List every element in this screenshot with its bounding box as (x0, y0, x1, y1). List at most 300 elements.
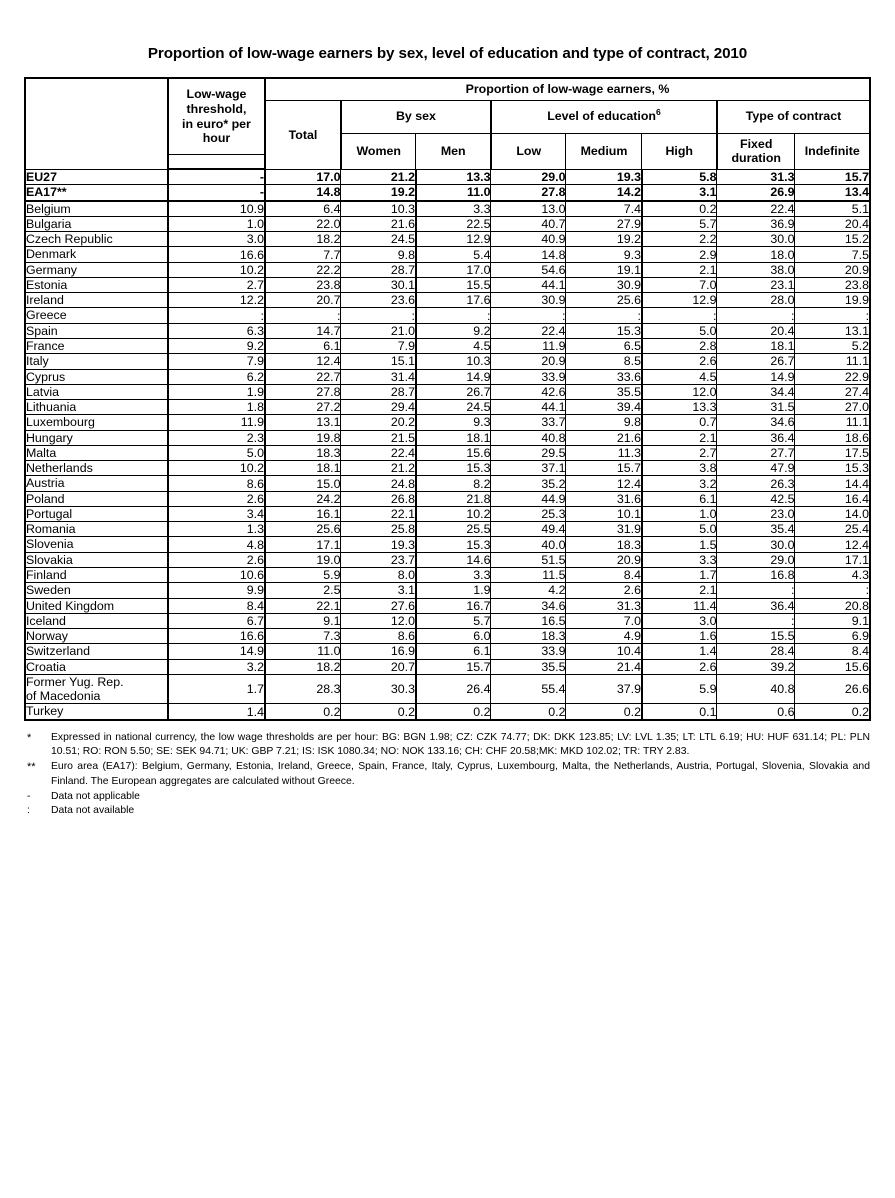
row-country-label: Malta (25, 445, 168, 460)
table-cell: 11.0 (416, 185, 491, 201)
table-row (25, 445, 870, 460)
table-cell: 6.4 (265, 201, 341, 217)
header-threshold-line2: threshold, (186, 102, 247, 117)
table-cell: 12.9 (416, 232, 491, 247)
table-cell: 25.3 (491, 506, 566, 521)
table-cell: : (717, 308, 795, 323)
table-cell: 7.9 (168, 354, 265, 369)
table-cell: 3.0 (642, 613, 717, 628)
table-cell: 20.7 (265, 293, 341, 308)
table-cell: 1.4 (168, 704, 265, 720)
table-cell: 8.6 (168, 476, 265, 491)
table-row (25, 185, 870, 201)
table-row (25, 293, 870, 308)
row-country-label: EA17** (25, 185, 168, 201)
table-cell: 3.3 (416, 201, 491, 217)
table-cell: 6.2 (168, 369, 265, 384)
table-cell: 29.0 (491, 169, 566, 185)
table-cell: 14.9 (416, 369, 491, 384)
table-cell: 19.9 (795, 293, 870, 308)
table-cell: 54.6 (491, 262, 566, 277)
table-cell: 37.1 (491, 461, 566, 476)
table-cell: 11.1 (795, 415, 870, 430)
table-cell: 6.1 (265, 339, 341, 354)
table-cell: 26.4 (416, 674, 491, 704)
table-cell: 36.4 (717, 430, 795, 445)
table-cell: 40.0 (491, 537, 566, 552)
table-cell: 18.2 (265, 232, 341, 247)
table-row (25, 369, 870, 384)
table-cell: 1.4 (642, 644, 717, 659)
table-cell: 19.3 (566, 169, 642, 185)
table-cell: 0.2 (265, 704, 341, 720)
table-cell: 27.8 (265, 384, 341, 399)
table-row (25, 430, 870, 445)
table-row (25, 400, 870, 415)
table-cell: 15.6 (795, 659, 870, 674)
table-cell: 5.7 (416, 613, 491, 628)
table-cell: 15.3 (795, 461, 870, 476)
table-cell: 3.2 (168, 659, 265, 674)
table-cell: 9.2 (168, 339, 265, 354)
table-cell: 39.2 (717, 659, 795, 674)
table-cell: - (168, 185, 265, 201)
table-cell: 44.9 (491, 491, 566, 506)
table-cell: 25.6 (265, 522, 341, 537)
row-country-label: Italy (25, 354, 168, 369)
table-row (25, 704, 870, 720)
table-cell: 26.7 (416, 384, 491, 399)
row-country-label: Netherlands (25, 461, 168, 476)
row-country-label: Lithuania (25, 400, 168, 415)
table-cell: 31.5 (717, 400, 795, 415)
table-cell: 55.4 (491, 674, 566, 704)
table-cell: 33.7 (491, 415, 566, 430)
row-country-label: Czech Republic (25, 232, 168, 247)
table-cell: 0.7 (642, 415, 717, 430)
table-cell: 0.1 (642, 704, 717, 720)
table-cell: 9.2 (416, 323, 491, 338)
table-cell: 23.1 (717, 277, 795, 292)
table-cell: 0.6 (717, 704, 795, 720)
table-cell: 2.2 (642, 232, 717, 247)
header-corner (25, 78, 168, 169)
table-cell: 11.4 (642, 598, 717, 613)
table-row (25, 461, 870, 476)
table-cell: 20.4 (795, 216, 870, 231)
table-cell: 21.0 (341, 323, 416, 338)
low-wage-earners-table (24, 77, 871, 720)
header-threshold-line1: Low-wage (186, 87, 247, 102)
table-cell: : (717, 613, 795, 628)
table-cell: 25.4 (795, 522, 870, 537)
row-country-label: Slovakia (25, 552, 168, 567)
table-cell: : (795, 308, 870, 323)
table-cell: 1.7 (168, 674, 265, 704)
table-cell: 18.1 (265, 461, 341, 476)
table-cell: 22.1 (265, 598, 341, 613)
table-cell: 33.9 (491, 644, 566, 659)
table-cell: 5.0 (642, 522, 717, 537)
table-row (25, 552, 870, 567)
table-cell: 3.1 (341, 583, 416, 598)
table-cell: : (491, 308, 566, 323)
table-cell: 28.4 (717, 644, 795, 659)
table-cell: 5.9 (642, 674, 717, 704)
table-row (25, 522, 870, 537)
row-country-label: United Kingdom (25, 598, 168, 613)
table-cell: 35.2 (491, 476, 566, 491)
table-cell: 15.5 (717, 629, 795, 644)
table-cell: 14.8 (491, 247, 566, 262)
table-cell: 7.9 (341, 339, 416, 354)
table-cell: 10.2 (168, 461, 265, 476)
table-cell: 10.6 (168, 568, 265, 583)
table-cell: 19.1 (566, 262, 642, 277)
footnote-text: Euro area (EA17): Belgium, Germany, Estonia, Ireland, Greece, Spain, France, Italy, Cyprus, Luxembourg, Malta, the Netherlands, Austria, Portugal, Slovenia, Slovakia and Finland. The European aggregates are calculated without Greece. (51, 761, 870, 787)
table-cell: 12.4 (566, 476, 642, 491)
table-cell: 0.2 (491, 704, 566, 720)
table-cell: 4.5 (416, 339, 491, 354)
header-level-of-education-label: Level of education (547, 109, 656, 124)
table-cell: 17.6 (416, 293, 491, 308)
table-row (25, 384, 870, 399)
table-cell: 9.3 (566, 247, 642, 262)
table-cell: 8.4 (168, 598, 265, 613)
table-cell: 5.0 (642, 323, 717, 338)
table-cell: 17.0 (416, 262, 491, 277)
table-cell: 49.4 (491, 522, 566, 537)
table-cell: 18.6 (795, 430, 870, 445)
footnote-text: Expressed in national currency, the low wage thresholds are per hour: BG: BGN 1.98; CZ: CZK 74.77; DK: DKK 123.85; LV: LVL 1.35; LT: LTL 6.19; HU: HUF 631.14; PL: PLN 10.51; RO: RON 5.50; SE: SEK 94.71; UK: GBP 7.21; IS: ISK 1080.34; NO: NOK 133.16; CH: CHF 20.58;MK: MKD 102.02; TR: TRY 2.83. (51, 731, 870, 758)
table-cell: 21.2 (341, 169, 416, 185)
row-country-label: Germany (25, 262, 168, 277)
row-country-label: Portugal (25, 506, 168, 521)
table-cell: 19.0 (265, 552, 341, 567)
table-cell: 15.5 (416, 277, 491, 292)
row-country-label: Austria (25, 476, 168, 491)
table-cell: 14.0 (795, 506, 870, 521)
table-cell: 30.9 (491, 293, 566, 308)
table-cell: 22.2 (265, 262, 341, 277)
table-cell: 7.0 (566, 613, 642, 628)
table-cell: : (416, 308, 491, 323)
table-cell: 4.3 (795, 568, 870, 583)
row-country-label: Sweden (25, 583, 168, 598)
table-cell: 26.8 (341, 491, 416, 506)
table-cell: 6.7 (168, 613, 265, 628)
table-cell: 15.3 (566, 323, 642, 338)
table-cell: 10.4 (566, 644, 642, 659)
table-cell: 11.9 (491, 339, 566, 354)
row-country-label: Latvia (25, 384, 168, 399)
header-level-of-education (491, 100, 717, 133)
table-cell: 0.2 (795, 704, 870, 720)
table-cell: 15.6 (416, 445, 491, 460)
table-cell: 0.2 (341, 704, 416, 720)
table-cell: 1.0 (168, 216, 265, 231)
table-cell: 10.3 (341, 201, 416, 217)
table-cell: 16.7 (416, 598, 491, 613)
table-cell: 34.4 (717, 384, 795, 399)
table-cell: 31.6 (566, 491, 642, 506)
table-cell: 27.0 (795, 400, 870, 415)
table-cell: 12.0 (341, 613, 416, 628)
table-cell: 30.9 (566, 277, 642, 292)
table-cell: 2.9 (642, 247, 717, 262)
table-cell: 17.5 (795, 445, 870, 460)
table-cell: 9.9 (168, 583, 265, 598)
table-row (25, 506, 870, 521)
table-cell: 5.0 (168, 445, 265, 460)
row-country-label: France (25, 339, 168, 354)
header-women: Women (341, 133, 416, 169)
table-cell: 18.3 (491, 629, 566, 644)
table-cell: 0.2 (416, 704, 491, 720)
table-cell: 22.4 (491, 323, 566, 338)
table-cell: 13.1 (265, 415, 341, 430)
row-country-label: Estonia (25, 277, 168, 292)
table-cell: 2.8 (642, 339, 717, 354)
table-cell: 11.0 (265, 644, 341, 659)
table-cell: 6.0 (416, 629, 491, 644)
table-cell: 3.2 (642, 476, 717, 491)
table-cell: 10.9 (168, 201, 265, 217)
table-cell: 12.9 (642, 293, 717, 308)
header-low: Low (491, 133, 566, 169)
table-cell: 20.8 (795, 598, 870, 613)
table-cell: 17.1 (795, 552, 870, 567)
table-cell: 37.9 (566, 674, 642, 704)
table-cell: : (717, 583, 795, 598)
table-cell: 2.7 (642, 445, 717, 460)
footnote (25, 760, 870, 790)
header-medium: Medium (566, 133, 642, 169)
table-cell: 22.5 (416, 216, 491, 231)
table-cell: 7.3 (265, 629, 341, 644)
table-cell: 27.6 (341, 598, 416, 613)
table-cell: 12.0 (642, 384, 717, 399)
table-cell: 2.1 (642, 430, 717, 445)
table-cell: 5.1 (795, 201, 870, 217)
header-fixed-duration (717, 133, 795, 169)
table-cell: 40.7 (491, 216, 566, 231)
table-cell: 1.6 (642, 629, 717, 644)
header-threshold-line4: hour (202, 131, 231, 146)
table-row (25, 674, 870, 704)
table-cell: 2.6 (566, 583, 642, 598)
table-cell: 1.5 (642, 537, 717, 552)
table-cell: 15.0 (265, 476, 341, 491)
table-cell: 21.6 (341, 216, 416, 231)
table-cell: 19.8 (265, 430, 341, 445)
table-cell: 15.1 (341, 354, 416, 369)
table-cell: 13.1 (795, 323, 870, 338)
table-cell: 16.9 (341, 644, 416, 659)
table-row (25, 415, 870, 430)
table-cell: 15.2 (795, 232, 870, 247)
table-cell: 20.9 (491, 354, 566, 369)
table-cell: 2.7 (168, 277, 265, 292)
table-cell: 25.5 (416, 522, 491, 537)
table-cell: 2.1 (642, 583, 717, 598)
row-country-label: Former Yug. Rep. of Macedonia (25, 674, 168, 704)
table-cell: 9.8 (566, 415, 642, 430)
table-cell: 35.4 (717, 522, 795, 537)
footnote-text: Data not available (51, 805, 135, 817)
row-country-label: Switzerland (25, 644, 168, 659)
table-cell: 21.8 (416, 491, 491, 506)
table-cell: 22.9 (795, 369, 870, 384)
table-cell: 27.7 (717, 445, 795, 460)
table-cell: 12.4 (795, 537, 870, 552)
table-cell: 12.4 (265, 354, 341, 369)
table-row (25, 659, 870, 674)
table-cell: 16.6 (168, 247, 265, 262)
table-cell: 9.1 (265, 613, 341, 628)
table-row (25, 537, 870, 552)
table-cell: 5.9 (265, 568, 341, 583)
table-row (25, 277, 870, 292)
table-cell: 31.4 (341, 369, 416, 384)
table-cell: 9.3 (416, 415, 491, 430)
table-cell: 22.4 (341, 445, 416, 460)
table-cell: 3.3 (642, 552, 717, 567)
table-cell: 15.3 (416, 537, 491, 552)
table-cell: 30.0 (717, 537, 795, 552)
header-fixed-duration-line1: Fixed (740, 136, 773, 151)
table-cell: 2.6 (642, 354, 717, 369)
table-cell: 0.2 (642, 201, 717, 217)
table-cell: 19.2 (341, 185, 416, 201)
row-country-label: Hungary (25, 430, 168, 445)
footnote (25, 804, 870, 819)
row-country-label: EU27 (25, 169, 168, 185)
table-cell: 22.7 (265, 369, 341, 384)
table-cell: 5.7 (642, 216, 717, 231)
table-cell: 18.1 (717, 339, 795, 354)
table-cell: 44.1 (491, 277, 566, 292)
table-cell: 0.2 (566, 704, 642, 720)
table-cell: 7.0 (642, 277, 717, 292)
table-cell: 10.1 (566, 506, 642, 521)
row-country-label: Norway (25, 629, 168, 644)
table-cell: 8.4 (795, 644, 870, 659)
table-cell: 22.0 (265, 216, 341, 231)
table-cell: 23.0 (717, 506, 795, 521)
table-row (25, 354, 870, 369)
table-cell: 24.5 (416, 400, 491, 415)
row-country-label: Spain (25, 323, 168, 338)
table-cell: 5.2 (795, 339, 870, 354)
table-cell: 4.2 (491, 583, 566, 598)
row-country-label: Poland (25, 491, 168, 506)
table-cell: 9.1 (795, 613, 870, 628)
footnote-marker: : (27, 805, 30, 817)
table-row (25, 583, 870, 598)
table-cell: 14.9 (717, 369, 795, 384)
table-cell: 1.9 (168, 384, 265, 399)
table-row (25, 568, 870, 583)
table-cell: 42.6 (491, 384, 566, 399)
header-high: High (642, 133, 717, 169)
table-row (25, 491, 870, 506)
table-row (25, 644, 870, 659)
table-cell: 8.2 (416, 476, 491, 491)
table-cell: 30.1 (341, 277, 416, 292)
table-cell: 27.4 (795, 384, 870, 399)
table-cell: 23.6 (341, 293, 416, 308)
table-cell: 6.1 (642, 491, 717, 506)
table-cell: 35.5 (566, 384, 642, 399)
table-cell: 20.4 (717, 323, 795, 338)
row-country-label: Denmark (25, 247, 168, 262)
header-total: Total (265, 100, 341, 169)
table-cell: 27.8 (491, 185, 566, 201)
table-cell: 42.5 (717, 491, 795, 506)
footnotes (25, 731, 870, 820)
table-cell: 27.2 (265, 400, 341, 415)
table-cell: 16.5 (491, 613, 566, 628)
table-row (25, 339, 870, 354)
table-cell: 31.3 (717, 169, 795, 185)
table-row (25, 201, 870, 217)
table-cell: 2.6 (168, 491, 265, 506)
table-cell: 16.1 (265, 506, 341, 521)
table-row (25, 232, 870, 247)
table-cell: 16.6 (168, 629, 265, 644)
table-cell: 8.6 (341, 629, 416, 644)
table-cell: 30.0 (717, 232, 795, 247)
table-cell: 2.6 (168, 552, 265, 567)
row-country-label: Luxembourg (25, 415, 168, 430)
row-country-label: Slovenia (25, 537, 168, 552)
footnote-marker: * (27, 731, 32, 744)
table-cell: 22.4 (717, 201, 795, 217)
row-country-label: Bulgaria (25, 216, 168, 231)
table-cell: 31.9 (566, 522, 642, 537)
header-threshold (168, 78, 265, 155)
header-by-sex: By sex (341, 100, 491, 133)
table-cell: 15.7 (795, 169, 870, 185)
row-country-label: Finland (25, 568, 168, 583)
header-indefinite: Indefinite (795, 133, 870, 169)
table-cell: 17.0 (265, 169, 341, 185)
table-cell: 1.8 (168, 400, 265, 415)
header-type-of-contract: Type of contract (717, 100, 870, 133)
table-cell: 13.3 (642, 400, 717, 415)
table-cell: 29.5 (491, 445, 566, 460)
table-cell: 20.7 (341, 659, 416, 674)
table-cell: 33.9 (491, 369, 566, 384)
table-cell: - (168, 169, 265, 185)
table-cell: 14.6 (416, 552, 491, 567)
table-cell: 39.4 (566, 400, 642, 415)
table-cell: 18.3 (265, 445, 341, 460)
table-cell: 9.8 (341, 247, 416, 262)
table-cell: 23.7 (341, 552, 416, 567)
row-country-label: Croatia (25, 659, 168, 674)
table-cell: : (341, 308, 416, 323)
table-cell: 16.4 (795, 491, 870, 506)
table-cell: 20.2 (341, 415, 416, 430)
table-cell: 47.9 (717, 461, 795, 476)
table-cell: 2.5 (265, 583, 341, 598)
table-cell: 4.5 (642, 369, 717, 384)
header-spanner: Proportion of low-wage earners, % (265, 78, 870, 100)
table-cell: : (642, 308, 717, 323)
table-cell: 34.6 (491, 598, 566, 613)
